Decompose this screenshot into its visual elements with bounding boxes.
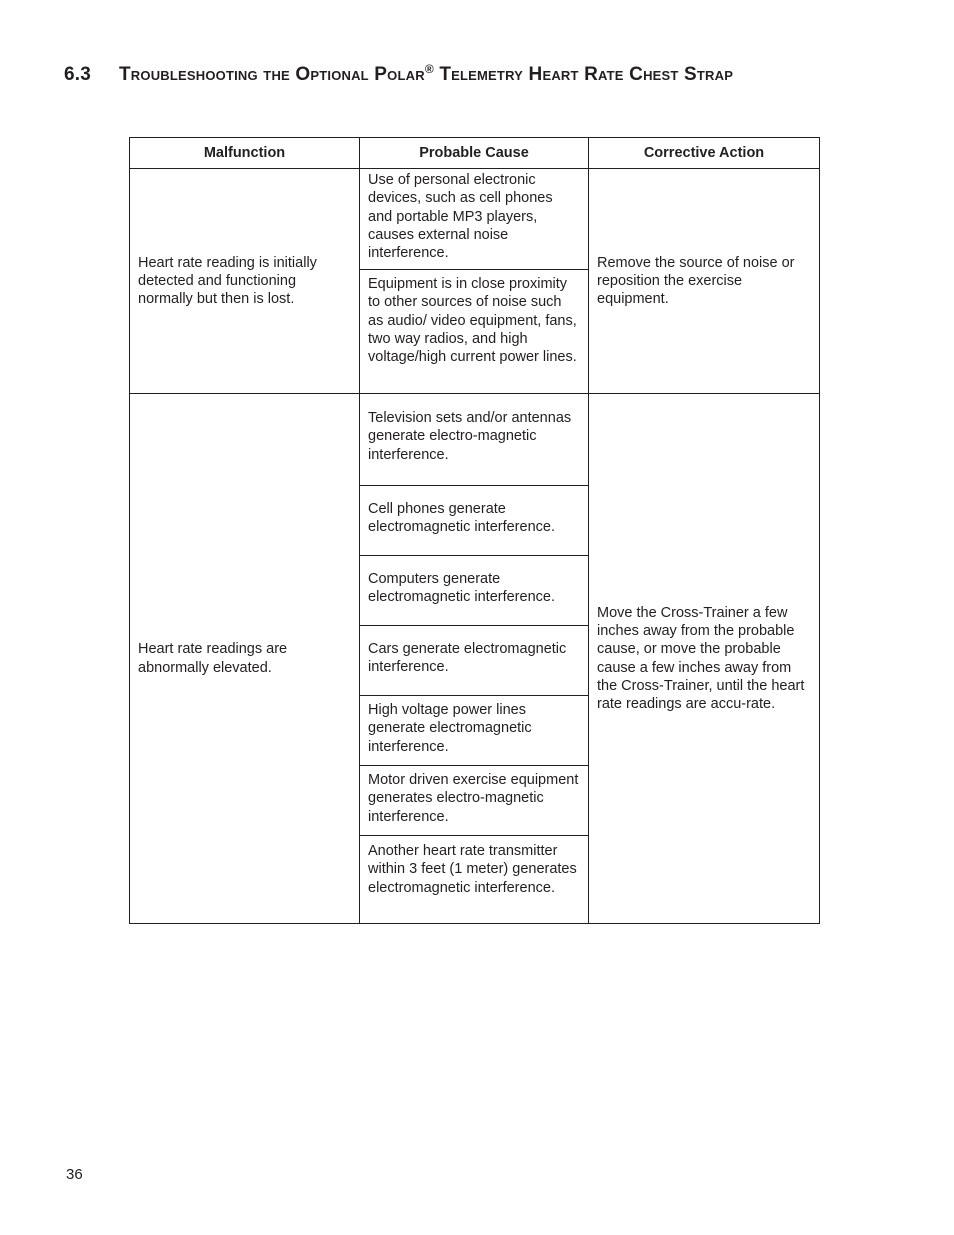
cause-cell: Motor driven exercise equipment generates electro-magnetic interference. <box>360 766 589 836</box>
action-cell: Remove the source of noise or reposition the exercise equipment. <box>589 169 820 394</box>
header-corrective-action: Corrective Action <box>589 138 820 169</box>
header-probable-cause: Probable Cause <box>360 138 589 169</box>
registered-mark: ® <box>424 62 434 76</box>
cause-cell: Another heart rate transmitter within 3 feet (1 meter) generates electromagnetic interference. <box>360 836 589 924</box>
cause-cell: Equipment is in close proximity to other sources of noise such as audio/ video equipment, fans, two way radios, and high voltage/high current power lines. <box>360 270 589 394</box>
troubleshooting-table <box>129 137 820 924</box>
table-header-row <box>130 138 820 169</box>
action-cell: Move the Cross-Trainer a few inches away from the probable cause, or move the probable cause a few inches away from the Cross-Trainer, until the heart rate readings are accu-rate. <box>589 394 820 924</box>
cause-cell: Cell phones generate electromagnetic interference. <box>360 486 589 556</box>
malfunction-cell: Heart rate readings are abnormally elevated. <box>130 394 360 924</box>
table-row <box>130 169 820 270</box>
section-title-part2: Telemetry Heart Rate Chest Strap <box>433 64 734 85</box>
cause-cell: Use of personal electronic devices, such as cell phones and portable MP3 players, causes external noise interference. <box>360 169 589 270</box>
malfunction-cell: Heart rate reading is initially detected and functioning normally but then is lost. <box>130 169 360 394</box>
cause-cell: Television sets and/or antennas generate electro-magnetic interference. <box>360 394 589 486</box>
cause-cell: Cars generate electromagnetic interference. <box>360 626 589 696</box>
section-heading <box>64 62 733 86</box>
section-title-part1: Troubleshooting the Optional Polar <box>119 64 425 85</box>
header-malfunction: Malfunction <box>130 138 360 169</box>
cause-cell: Computers generate electromagnetic interference. <box>360 556 589 626</box>
page-number: 36 <box>66 1166 83 1183</box>
section-number: 6.3 <box>64 64 92 85</box>
cause-cell: High voltage power lines generate electromagnetic interference. <box>360 696 589 766</box>
table-row <box>130 394 820 486</box>
